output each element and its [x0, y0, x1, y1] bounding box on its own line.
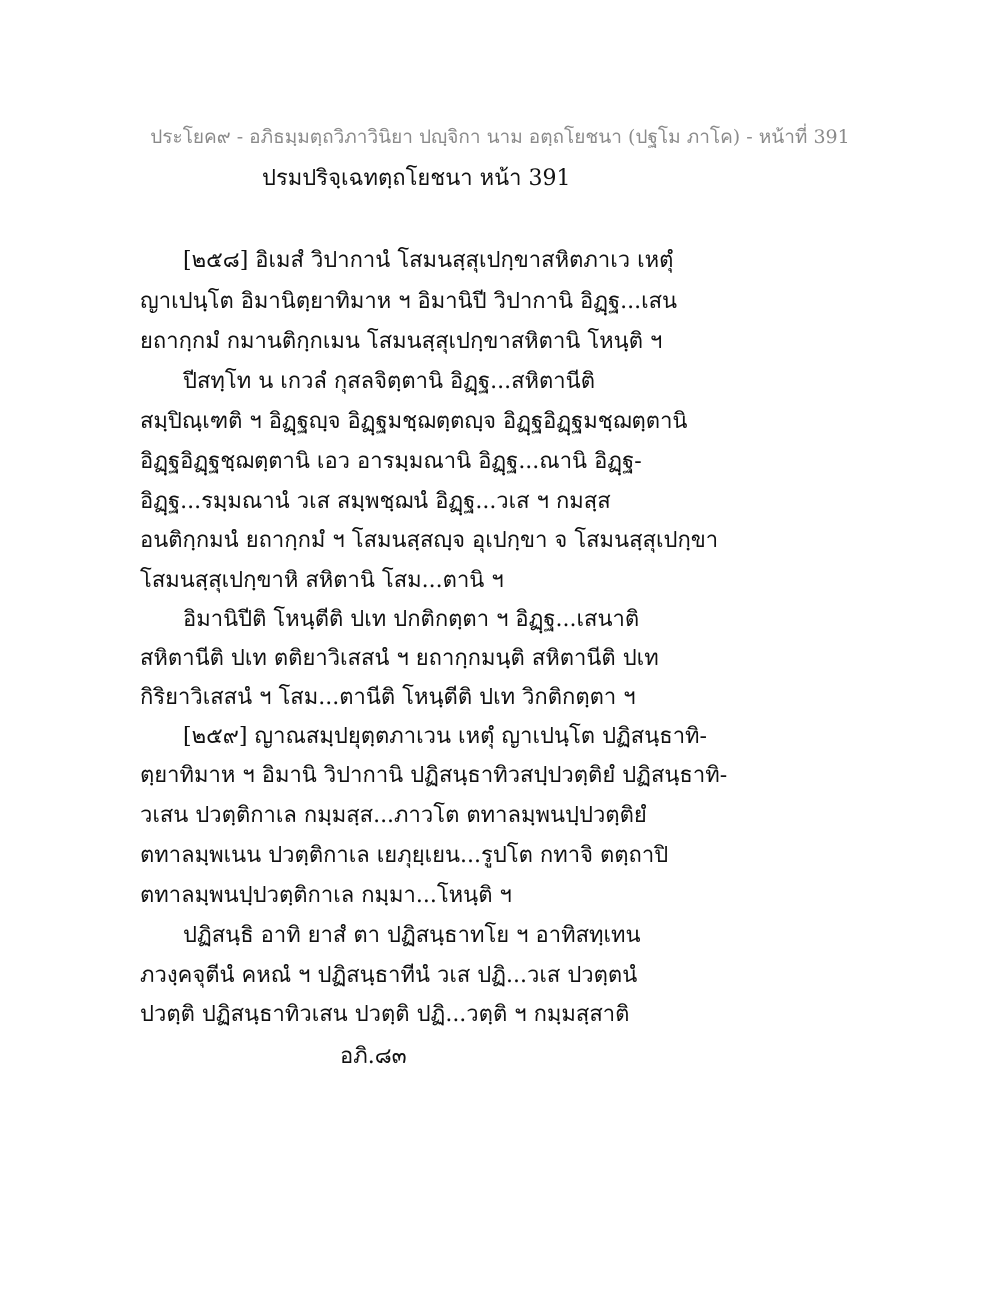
text-line: ตทาลมฺพเนน ปวตฺติกาเล เยภุยฺเยน...รูปโต กทาจิ ตตฺถาปิ [140, 843, 669, 868]
text-line: อิฏฺฐอิฏฺฐชฺฌตฺตานิ เอว อารมฺมณานิ อิฏฺฐ...ณานิ อิฏฺฐ- [140, 449, 642, 474]
text-line: วเสน ปวตฺติกาเล กมฺมสฺส...ภาวโต ตทาลมฺพนปฺปวตฺติยํ [140, 803, 647, 828]
text-line: [๒๕๘] อิเมสํ วิปากานํ โสมนสฺสุเปกฺขาสหิตภาเว เหตุํ [183, 248, 674, 273]
text-line: โสมนสฺสุเปกฺขาหิ สหิตานิ โสม...ตานิ ฯ [140, 568, 504, 593]
text-line: ปีสทฺโท น เกวลํ กุสลจิตฺตานิ อิฏฺฐ...สหิตานีติ [183, 369, 595, 394]
text-line: สหิตานีติ ปเท ตติยาวิเสสนํ ฯ ยถากฺกมนฺติ สหิตานีติ ปเท [140, 646, 659, 671]
text-line: ตฺยาทิมาห ฯ อิมานิ วิปากานิ ปฏิสนฺธาทิวสปฺปวตฺติยํ ปฏิสนฺธาทิ- [140, 763, 728, 788]
text-line: กิริยาวิเสสนํ ฯ โสม...ตานีติ โหนฺตีติ ปเท วิกติกตฺตา ฯ [140, 685, 636, 710]
text-line: สมฺปิณฺเฑติ ฯ อิฏฺฐญฺจ อิฏฺฐมชฺฌตฺตญฺจ อิฏฺฐอิฏฺฐมชฺฌตฺตานิ [140, 409, 688, 434]
page-header: ประโยค๙ - อภิธมฺมตฺถวิภาวินิยา ปญฺจิกา นาม อตฺถโยชนา (ปฐโม ภาโค) - หน้าที่ 391 [150, 126, 850, 148]
text-line: ญาเปนฺโต อิมานิตฺยาทิมาห ฯ อิมานิปี วิปากานิ อิฏฺฐ...เสน [140, 289, 678, 314]
text-line: ตทาลมฺพนปฺปวตฺติกาเล กมฺมา...โหนฺติ ฯ [140, 883, 512, 908]
text-line: อิฏฺฐ...รมฺมณานํ วเส สมฺพชฺฌนํ อิฏฺฐ...วเส ฯ กมสฺส [140, 489, 611, 514]
text-line: ยถากฺกมํ กมานติกฺกเมน โสมนสฺสุเปกฺขาสหิตานิ โหนฺติ ฯ [140, 329, 663, 354]
section-title: ปรมปริจฺเฉทตฺถโยชนา หน้า 391 [262, 166, 571, 191]
text-line: อนติกฺกมนํ ยถากฺกมํ ฯ โสมนสฺสญฺจ อุเปกฺขา จ โสมนสฺสุเปกฺขา [140, 528, 719, 553]
text-line: ภวงฺคจุตีนํ คหณํ ฯ ปฏิสนฺธาทีนํ วเส ปฏิ...วเส ปวตฺตนํ [140, 963, 638, 988]
text-line: [๒๕๙] ญาณสมฺปยุตฺตภาเวน เหตุํ ญาเปนฺโต ปฏิสนฺธาทิ- [183, 724, 707, 749]
text-line: ปวตฺติ ปฏิสนฺธาทิวเสน ปวตฺติ ปฏิ...วตฺติ ฯ กมฺมสฺสาติ [140, 1002, 630, 1027]
page-footer: อภิ.๘๓ [340, 1044, 407, 1069]
text-line: อิมานิปีติ โหนฺตีติ ปเท ปกติกตฺตา ฯ อิฏฺฐ...เสนาติ [183, 607, 640, 632]
text-line: ปฏิสนฺธิ อาทิ ยาสํ ตา ปฏิสนฺธาทโย ฯ อาทิสทฺเทน [183, 923, 641, 948]
